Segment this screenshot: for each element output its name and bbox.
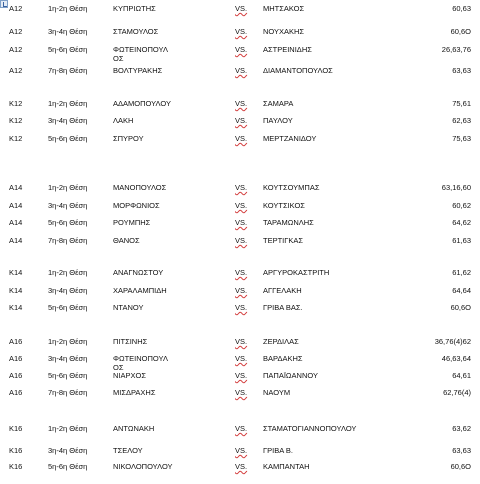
vs-cell	[235, 99, 247, 108]
vs-label: VS.	[235, 286, 248, 295]
player-a-cell: ΛΑΚΗ	[113, 116, 134, 125]
score-cell: 26,63,76	[441, 45, 471, 54]
vs-cell	[235, 446, 247, 455]
score-cell: 63,16,60	[441, 183, 471, 192]
position-cell: 5η-6η Θέση	[48, 371, 88, 380]
position-cell: 5η-6η Θέση	[48, 218, 88, 227]
player-a-cell: ΣΤΑΜΟΥΛΟΣ	[113, 27, 159, 36]
score-cell: 62,76(4)	[443, 388, 471, 397]
match-row	[0, 4, 480, 26]
vs-label: VS.	[235, 116, 248, 125]
vs-cell	[235, 462, 247, 471]
player-a-cell: ΧΑΡΑΛΑΜΠΙΔΗ	[113, 286, 167, 295]
category-cell: K16	[9, 424, 23, 433]
vs-cell	[235, 183, 247, 192]
category-cell: A14	[9, 236, 23, 245]
score-cell: 60,62	[452, 201, 471, 210]
vs-label: VS.	[235, 268, 248, 277]
position-cell: 7η-8η Θέση	[48, 66, 88, 75]
score-cell: 63,63	[452, 446, 471, 455]
category-cell: K14	[9, 303, 23, 312]
player-b-cell: ΝΑΟΥΜ	[263, 388, 291, 397]
vs-cell	[235, 116, 247, 125]
vs-cell	[235, 268, 247, 277]
position-cell: 1η-2η Θέση	[48, 183, 88, 192]
score-cell: 64,62	[452, 218, 471, 227]
vs-label: VS.	[235, 201, 248, 210]
player-b-cell: ΤΑΡΑΜΩΝΛΗΣ	[263, 218, 314, 227]
score-cell: 61,63	[452, 236, 471, 245]
vs-cell	[235, 424, 247, 433]
vs-cell	[235, 134, 247, 143]
player-a-cell: ΝΙΚΟΛΟΠΟΥΛΟΥ	[113, 462, 173, 471]
category-cell: A12	[9, 4, 23, 13]
score-cell: 60,6Ο	[450, 303, 471, 312]
position-cell: 5η-6η Θέση	[48, 303, 88, 312]
player-b-cell: ΓΡΙΒΑ ΒΑΣ.	[263, 303, 303, 312]
score-cell: 64,61	[452, 371, 471, 380]
vs-cell	[235, 218, 247, 227]
position-cell: 1η-2η Θέση	[48, 99, 88, 108]
player-b-cell: ΚΟΥΤΣΙΚΟΣ	[263, 201, 305, 210]
player-a-cell: ΦΩΤΕΙΝΟΠΟΥΛΟΣ	[113, 45, 168, 63]
match-row	[0, 236, 480, 258]
vs-label: VS.	[235, 337, 248, 346]
vs-label: VS.	[235, 371, 248, 380]
player-b-cell: ΤΕΡΤΙΓΚΑΣ	[263, 236, 304, 245]
category-cell: K12	[9, 99, 23, 108]
match-row	[0, 45, 480, 67]
player-b-cell: ΑΣΤΡΕΙΝΙΔΗΣ	[263, 45, 312, 54]
player-a-cell: ΜΑΝΟΠΟΥΛΟΣ	[113, 183, 167, 192]
player-b-cell: ΚΟΥΤΣΟΥΜΠΑΣ	[263, 183, 320, 192]
player-b-cell: ΠΑΥΛΟΥ	[263, 116, 293, 125]
score-cell: 75,63	[452, 134, 471, 143]
category-cell: A16	[9, 354, 23, 363]
category-cell: K12	[9, 134, 23, 143]
position-cell: 3η-4η Θέση	[48, 354, 88, 363]
position-cell: 7η-8η Θέση	[48, 236, 88, 245]
player-a-cell: ΣΠΥΡΟΥ	[113, 134, 144, 143]
vs-cell	[235, 4, 247, 13]
vs-label: VS.	[235, 27, 248, 36]
player-b-cell: ΣΑΜΑΡΑ	[263, 99, 294, 108]
match-row	[0, 134, 480, 156]
vs-cell	[235, 45, 247, 54]
vs-label: VS.	[235, 236, 248, 245]
vs-label: VS.	[235, 45, 248, 54]
player-a-cell: ΚΥΠΡΙΩΤΗΣ	[113, 4, 156, 13]
category-cell: A12	[9, 27, 23, 36]
vs-label: VS.	[235, 388, 248, 397]
player-b-cell: ΓΡΙΒΑ Β.	[263, 446, 293, 455]
player-b-cell: ΑΡΓΥΡΟΚΑΣΤΡΙΤΗ	[263, 268, 330, 277]
position-cell: 5η-6η Θέση	[48, 462, 88, 471]
match-row	[0, 424, 480, 446]
player-a-cell: ΦΩΤΕΙΝΟΠΟΥΛΟΣ	[113, 354, 168, 372]
player-b-cell: ΑΓΓΕΛΑΚΗ	[263, 286, 302, 295]
score-cell: 61,62	[452, 268, 471, 277]
vs-label: VS.	[235, 4, 248, 13]
score-cell: 75,61	[452, 99, 471, 108]
player-a-cell: ΜΟΡΦΩΝΙΟΣ	[113, 201, 160, 210]
player-b-cell: ΚΑΜΠΑΝΤΑΗ	[263, 462, 310, 471]
vs-label: VS.	[235, 303, 248, 312]
vs-cell	[235, 236, 247, 245]
player-a-cell: ΑΝΑΓΝΩΣΤΟΥ	[113, 268, 164, 277]
position-cell: 1η-2η Θέση	[48, 424, 88, 433]
category-cell: A14	[9, 183, 23, 192]
score-cell: 64,64	[452, 286, 471, 295]
player-a-cell: ΘΑΝΟΣ	[113, 236, 140, 245]
category-cell: A16	[9, 337, 23, 346]
match-row	[0, 388, 480, 410]
player-b-cell: ΜΗΤΣΑΚΟΣ	[263, 4, 305, 13]
score-cell: 60,6Ο	[450, 27, 471, 36]
position-cell: 1η-2η Θέση	[48, 4, 88, 13]
vs-label: VS.	[235, 462, 248, 471]
category-cell: K14	[9, 286, 23, 295]
category-cell: A14	[9, 201, 23, 210]
vs-cell	[235, 27, 247, 36]
position-cell: 3η-4η Θέση	[48, 286, 88, 295]
score-cell: 36,76(4)62	[434, 337, 471, 346]
vs-label: VS.	[235, 354, 248, 363]
position-cell: 3η-4η Θέση	[48, 27, 88, 36]
score-cell: 62,63	[452, 116, 471, 125]
player-a-cell: ΤΣΕΛΟΥ	[113, 446, 143, 455]
vs-cell	[235, 388, 247, 397]
vs-cell	[235, 201, 247, 210]
category-cell: A16	[9, 371, 23, 380]
position-cell: 7η-8η Θέση	[48, 388, 88, 397]
player-a-cell: ΜΙΣΔΡΑΧΗΣ	[113, 388, 156, 397]
category-cell: A16	[9, 388, 23, 397]
player-a-cell: ΑΝΤΩΝΑΚΗ	[113, 424, 155, 433]
category-cell: K14	[9, 268, 23, 277]
player-b-cell: ΔΙΑΜΑΝΤΟΠΟΥΛΟΣ	[263, 66, 333, 75]
vs-label: VS.	[235, 218, 248, 227]
player-a-cell: ΠΙΤΣΙΝΗΣ	[113, 337, 148, 346]
position-cell: 1η-2η Θέση	[48, 337, 88, 346]
player-a-cell: ΑΔΑΜΟΠΟΥΛΟΥ	[113, 99, 171, 108]
player-a-cell: ΝΙΑΡΧΟΣ	[113, 371, 146, 380]
score-cell: 60,63	[452, 4, 471, 13]
vs-cell	[235, 337, 247, 346]
match-row	[0, 462, 480, 484]
vs-label: VS.	[235, 424, 248, 433]
player-b-cell: ΖΕΡΔΙΛΑΣ	[263, 337, 299, 346]
position-cell: 3η-4η Θέση	[48, 116, 88, 125]
vs-cell	[235, 66, 247, 75]
match-row	[0, 303, 480, 325]
position-cell: 3η-4η Θέση	[48, 201, 88, 210]
vs-label: VS.	[235, 183, 248, 192]
position-cell: 5η-6η Θέση	[48, 134, 88, 143]
category-cell: A12	[9, 66, 23, 75]
vs-label: VS.	[235, 99, 248, 108]
score-cell: 63,63	[452, 66, 471, 75]
position-cell: 5η-6η Θέση	[48, 45, 88, 54]
vs-label: VS.	[235, 66, 248, 75]
vs-cell	[235, 354, 247, 363]
score-cell: 60,6Ο	[450, 462, 471, 471]
player-b-cell: ΜΕΡΤΖΑΝΙΔΟΥ	[263, 134, 317, 143]
position-cell: 1η-2η Θέση	[48, 268, 88, 277]
player-b-cell: ΝΟΥΧΑΚΗΣ	[263, 27, 305, 36]
player-b-cell: ΣΤΑΜΑΤΟΓΙΑΝΝΟΠΟΥΛΟΥ	[263, 424, 357, 433]
position-cell: 3η-4η Θέση	[48, 446, 88, 455]
category-cell: A14	[9, 218, 23, 227]
match-row	[0, 66, 480, 88]
vs-cell	[235, 371, 247, 380]
player-a-cell: ΒΟΛΤΥΡΑΚΗΣ	[113, 66, 163, 75]
category-cell: K16	[9, 446, 23, 455]
score-cell: 46,63,64	[441, 354, 471, 363]
player-a-cell: ΡΟΥΜΠΗΣ	[113, 218, 151, 227]
vs-cell	[235, 286, 247, 295]
category-cell: A12	[9, 45, 23, 54]
vs-label: VS.	[235, 134, 248, 143]
player-b-cell: ΒΑΡΔΑΚΗΣ	[263, 354, 303, 363]
player-a-cell: ΝΤΑΝΟΥ	[113, 303, 144, 312]
vs-label: VS.	[235, 446, 248, 455]
category-cell: K12	[9, 116, 23, 125]
player-b-cell: ΠΑΠΑΪΩΑΝΝΟΥ	[263, 371, 318, 380]
category-cell: K16	[9, 462, 23, 471]
vs-cell	[235, 303, 247, 312]
score-cell: 63,62	[452, 424, 471, 433]
